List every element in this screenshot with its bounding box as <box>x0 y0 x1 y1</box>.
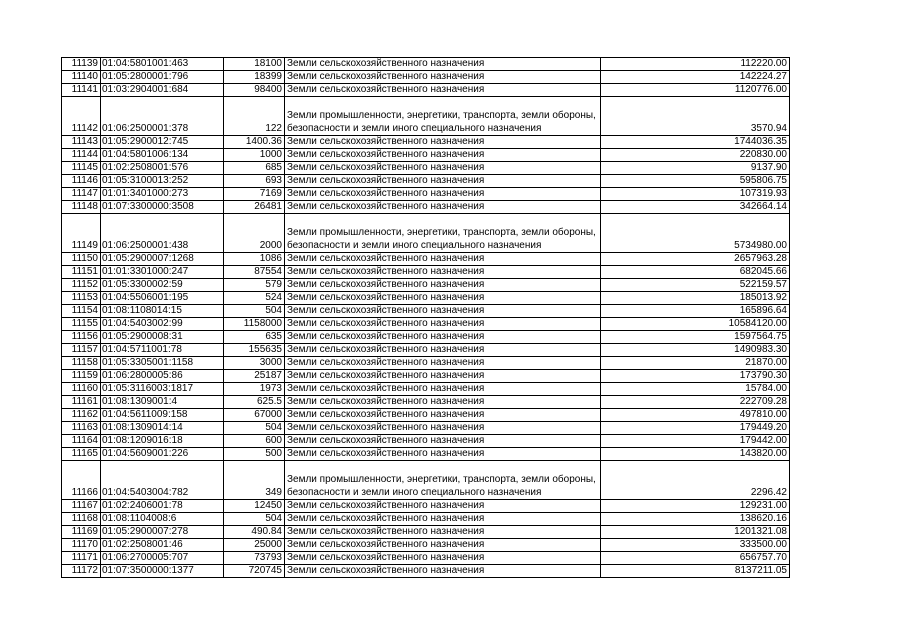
cell-cadastral-value: 179449.20 <box>601 422 790 435</box>
cell-cadastral-number: 01:07:3300000:3508 <box>101 201 224 214</box>
cell-area: 1400.36 <box>224 136 285 149</box>
table-row <box>62 422 790 435</box>
cell-cadastral-number: 01:05:2900008:31 <box>101 331 224 344</box>
cell-cadastral-value: 2657963.28 <box>601 253 790 266</box>
table-row <box>62 344 790 357</box>
cell-row-number: 11171 <box>62 552 101 565</box>
table-row <box>62 435 790 448</box>
cell-cadastral-number: 01:01:3401000:273 <box>101 188 224 201</box>
cell-cadastral-number: 01:05:2900007:1268 <box>101 253 224 266</box>
cell-cadastral-value: 107319.93 <box>601 188 790 201</box>
cell-cadastral-value: 1597564.75 <box>601 331 790 344</box>
cell-area: 73793 <box>224 552 285 565</box>
table-row <box>62 513 790 526</box>
table-row <box>62 461 790 500</box>
cell-land-category: Земли сельскохозяйственного назначения <box>285 448 601 461</box>
cell-row-number: 11167 <box>62 500 101 513</box>
table-row <box>62 331 790 344</box>
table-row <box>62 357 790 370</box>
cell-row-number: 11144 <box>62 149 101 162</box>
cell-land-category: Земли сельскохозяйственного назначения <box>285 331 601 344</box>
cell-area: 26481 <box>224 201 285 214</box>
table-row <box>62 370 790 383</box>
cell-cadastral-number: 01:05:3100013:252 <box>101 175 224 188</box>
cell-cadastral-number: 01:06:2500001:378 <box>101 97 224 136</box>
cell-land-category: Земли сельскохозяйственного назначения <box>285 188 601 201</box>
cell-land-category: Земли сельскохозяйственного назначения <box>285 58 601 71</box>
table-row <box>62 266 790 279</box>
table-row <box>62 136 790 149</box>
cell-row-number: 11160 <box>62 383 101 396</box>
cell-area: 693 <box>224 175 285 188</box>
cell-row-number: 11146 <box>62 175 101 188</box>
cell-land-category: Земли сельскохозяйственного назначения <box>285 175 601 188</box>
cell-cadastral-value: 142224.27 <box>601 71 790 84</box>
cell-row-number: 11145 <box>62 162 101 175</box>
table-row <box>62 279 790 292</box>
cell-cadastral-value: 112220.00 <box>601 58 790 71</box>
cell-area: 7169 <box>224 188 285 201</box>
cell-area: 1086 <box>224 253 285 266</box>
cell-land-category: Земли сельскохозяйственного назначения <box>285 370 601 383</box>
cell-cadastral-value: 595806.75 <box>601 175 790 188</box>
cell-area: 2000 <box>224 214 285 253</box>
cell-area: 524 <box>224 292 285 305</box>
cell-cadastral-number: 01:08:1104008:6 <box>101 513 224 526</box>
cell-area: 685 <box>224 162 285 175</box>
table-row <box>62 526 790 539</box>
cell-area: 12450 <box>224 500 285 513</box>
cell-cadastral-value: 342664.14 <box>601 201 790 214</box>
cell-row-number: 11142 <box>62 97 101 136</box>
cell-area: 1000 <box>224 149 285 162</box>
cell-row-number: 11153 <box>62 292 101 305</box>
cell-cadastral-number: 01:08:1309014:14 <box>101 422 224 435</box>
table-row <box>62 84 790 97</box>
cell-cadastral-value: 1744036.35 <box>601 136 790 149</box>
cell-land-category: Земли сельскохозяйственного назначения <box>285 266 601 279</box>
cell-cadastral-number: 01:04:5403004:782 <box>101 461 224 500</box>
cell-row-number: 11158 <box>62 357 101 370</box>
cell-cadastral-value: 2296.42 <box>601 461 790 500</box>
table-row <box>62 448 790 461</box>
cell-area: 720745 <box>224 565 285 578</box>
cell-cadastral-value: 222709.28 <box>601 396 790 409</box>
cell-cadastral-number: 01:04:5711001:78 <box>101 344 224 357</box>
cell-cadastral-value: 165896.64 <box>601 305 790 318</box>
cell-row-number: 11150 <box>62 253 101 266</box>
cell-area: 25187 <box>224 370 285 383</box>
table-row <box>62 162 790 175</box>
cell-area: 155635 <box>224 344 285 357</box>
cell-cadastral-value: 9137.90 <box>601 162 790 175</box>
cell-cadastral-number: 01:01:3301000:247 <box>101 266 224 279</box>
table-row <box>62 565 790 578</box>
cell-area: 500 <box>224 448 285 461</box>
cell-row-number: 11140 <box>62 71 101 84</box>
table-row <box>62 175 790 188</box>
cell-row-number: 11155 <box>62 318 101 331</box>
cell-row-number: 11162 <box>62 409 101 422</box>
cell-area: 3000 <box>224 357 285 370</box>
cell-cadastral-number: 01:07:3500000:1377 <box>101 565 224 578</box>
cell-cadastral-value: 143820.00 <box>601 448 790 461</box>
cell-land-category: Земли сельскохозяйственного назначения <box>285 539 601 552</box>
cell-land-category: Земли сельскохозяйственного назначения <box>285 344 601 357</box>
table-row <box>62 253 790 266</box>
table-row <box>62 214 790 253</box>
cell-row-number: 11147 <box>62 188 101 201</box>
table-row <box>62 539 790 552</box>
cell-area: 98400 <box>224 84 285 97</box>
cell-area: 122 <box>224 97 285 136</box>
cell-land-category: Земли сельскохозяйственного назначения <box>285 396 601 409</box>
cell-cadastral-value: 21870.00 <box>601 357 790 370</box>
cell-cadastral-number: 01:04:5611009:158 <box>101 409 224 422</box>
cell-land-category: Земли сельскохозяйственного назначения <box>285 318 601 331</box>
cell-land-category: Земли сельскохозяйственного назначения <box>285 149 601 162</box>
cell-cadastral-number: 01:04:5609001:226 <box>101 448 224 461</box>
cell-row-number: 11154 <box>62 305 101 318</box>
cell-cadastral-value: 656757.70 <box>601 552 790 565</box>
cell-cadastral-number: 01:02:2508001:46 <box>101 539 224 552</box>
table-row <box>62 188 790 201</box>
cell-cadastral-number: 01:02:2508001:576 <box>101 162 224 175</box>
cell-land-category: Земли сельскохозяйственного назначения <box>285 552 601 565</box>
land-registry-table <box>61 57 790 578</box>
cell-cadastral-number: 01:05:2800001:796 <box>101 71 224 84</box>
cell-row-number: 11172 <box>62 565 101 578</box>
cell-row-number: 11157 <box>62 344 101 357</box>
cell-cadastral-number: 01:06:2700005:707 <box>101 552 224 565</box>
cell-land-category: Земли сельскохозяйственного назначения <box>285 279 601 292</box>
cell-land-category: Земли сельскохозяйственного назначения <box>285 357 601 370</box>
cell-area: 579 <box>224 279 285 292</box>
cell-land-category: Земли сельскохозяйственного назначения <box>285 422 601 435</box>
cell-area: 504 <box>224 513 285 526</box>
cell-cadastral-number: 01:05:3300002:59 <box>101 279 224 292</box>
cell-cadastral-value: 138620.16 <box>601 513 790 526</box>
cell-cadastral-value: 10584120.00 <box>601 318 790 331</box>
table-body <box>62 58 790 578</box>
cell-cadastral-number: 01:08:1309001:4 <box>101 396 224 409</box>
cell-land-category: Земли сельскохозяйственного назначения <box>285 500 601 513</box>
cell-cadastral-number: 01:08:1209016:18 <box>101 435 224 448</box>
cell-land-category: Земли сельскохозяйственного назначения <box>285 201 601 214</box>
cell-area: 504 <box>224 305 285 318</box>
cell-row-number: 11159 <box>62 370 101 383</box>
cell-area: 504 <box>224 422 285 435</box>
cell-land-category: Земли сельскохозяйственного назначения <box>285 162 601 175</box>
cell-cadastral-number: 01:05:3305001:1158 <box>101 357 224 370</box>
cell-cadastral-number: 01:03:2904001:684 <box>101 84 224 97</box>
cell-row-number: 11139 <box>62 58 101 71</box>
cell-cadastral-number: 01:05:2900012:745 <box>101 136 224 149</box>
cell-row-number: 11143 <box>62 136 101 149</box>
cell-cadastral-number: 01:08:1108014:15 <box>101 305 224 318</box>
cell-row-number: 11168 <box>62 513 101 526</box>
cell-cadastral-value: 682045.66 <box>601 266 790 279</box>
cell-row-number: 11152 <box>62 279 101 292</box>
cell-row-number: 11164 <box>62 435 101 448</box>
cell-cadastral-value: 179442.00 <box>601 435 790 448</box>
cell-row-number: 11170 <box>62 539 101 552</box>
cell-area: 635 <box>224 331 285 344</box>
table-row <box>62 383 790 396</box>
cell-land-category: Земли промышленности, энергетики, транспорта, земли обороны, безопасности и земли иного специального назначения <box>285 97 601 136</box>
cell-cadastral-value: 1490983.30 <box>601 344 790 357</box>
cell-land-category: Земли сельскохозяйственного назначения <box>285 383 601 396</box>
cell-land-category: Земли сельскохозяйственного назначения <box>285 565 601 578</box>
cell-row-number: 11169 <box>62 526 101 539</box>
cell-area: 25000 <box>224 539 285 552</box>
cell-area: 600 <box>224 435 285 448</box>
cell-row-number: 11151 <box>62 266 101 279</box>
cell-area: 490.84 <box>224 526 285 539</box>
cell-cadastral-value: 15784.00 <box>601 383 790 396</box>
cell-row-number: 11161 <box>62 396 101 409</box>
cell-row-number: 11149 <box>62 214 101 253</box>
cell-area: 67000 <box>224 409 285 422</box>
cell-area: 625.5 <box>224 396 285 409</box>
cell-cadastral-value: 173790.30 <box>601 370 790 383</box>
cell-area: 18399 <box>224 71 285 84</box>
cell-row-number: 11141 <box>62 84 101 97</box>
cell-cadastral-value: 220830.00 <box>601 149 790 162</box>
cell-cadastral-value: 497810.00 <box>601 409 790 422</box>
cell-cadastral-number: 01:04:5801006:134 <box>101 149 224 162</box>
cell-cadastral-number: 01:02:2406001:78 <box>101 500 224 513</box>
cell-cadastral-number: 01:05:3116003:1817 <box>101 383 224 396</box>
cell-land-category: Земли промышленности, энергетики, транспорта, земли обороны, безопасности и земли иного специального назначения <box>285 214 601 253</box>
cell-area: 1973 <box>224 383 285 396</box>
cell-land-category: Земли сельскохозяйственного назначения <box>285 253 601 266</box>
cell-cadastral-value: 8137211.05 <box>601 565 790 578</box>
cell-cadastral-number: 01:04:5506001:195 <box>101 292 224 305</box>
cell-cadastral-value: 522159.57 <box>601 279 790 292</box>
cell-land-category: Земли сельскохозяйственного назначения <box>285 136 601 149</box>
cell-cadastral-number: 01:04:5801001:463 <box>101 58 224 71</box>
table-row <box>62 201 790 214</box>
cell-row-number: 11163 <box>62 422 101 435</box>
cell-cadastral-value: 185013.92 <box>601 292 790 305</box>
cell-cadastral-number: 01:04:5403002:99 <box>101 318 224 331</box>
cell-area: 1158000 <box>224 318 285 331</box>
table-row <box>62 396 790 409</box>
cell-land-category: Земли сельскохозяйственного назначения <box>285 513 601 526</box>
cell-area: 18100 <box>224 58 285 71</box>
cell-row-number: 11166 <box>62 461 101 500</box>
cell-land-category: Земли сельскохозяйственного назначения <box>285 435 601 448</box>
cell-row-number: 11156 <box>62 331 101 344</box>
table-row <box>62 71 790 84</box>
cell-cadastral-value: 333500.00 <box>601 539 790 552</box>
cell-land-category: Земли промышленности, энергетики, транспорта, земли обороны, безопасности и земли иного специального назначения <box>285 461 601 500</box>
table-row <box>62 500 790 513</box>
cell-land-category: Земли сельскохозяйственного назначения <box>285 292 601 305</box>
cell-row-number: 11148 <box>62 201 101 214</box>
cell-area: 87554 <box>224 266 285 279</box>
table-row <box>62 149 790 162</box>
table-row <box>62 318 790 331</box>
cell-cadastral-value: 1201321.08 <box>601 526 790 539</box>
cell-cadastral-value: 129231.00 <box>601 500 790 513</box>
table-row <box>62 58 790 71</box>
cell-cadastral-value: 5734980.00 <box>601 214 790 253</box>
table-row <box>62 409 790 422</box>
cell-land-category: Земли сельскохозяйственного назначения <box>285 409 601 422</box>
cell-cadastral-number: 01:06:2800005:86 <box>101 370 224 383</box>
cell-cadastral-number: 01:06:2500001:438 <box>101 214 224 253</box>
cell-land-category: Земли сельскохозяйственного назначения <box>285 526 601 539</box>
cell-land-category: Земли сельскохозяйственного назначения <box>285 84 601 97</box>
cell-cadastral-value: 3570.94 <box>601 97 790 136</box>
cell-area: 349 <box>224 461 285 500</box>
table-row <box>62 97 790 136</box>
table-row <box>62 292 790 305</box>
cell-cadastral-value: 1120776.00 <box>601 84 790 97</box>
cell-land-category: Земли сельскохозяйственного назначения <box>285 305 601 318</box>
table-row <box>62 305 790 318</box>
table-row <box>62 552 790 565</box>
cell-cadastral-number: 01:05:2900007:278 <box>101 526 224 539</box>
cell-row-number: 11165 <box>62 448 101 461</box>
cell-land-category: Земли сельскохозяйственного назначения <box>285 71 601 84</box>
